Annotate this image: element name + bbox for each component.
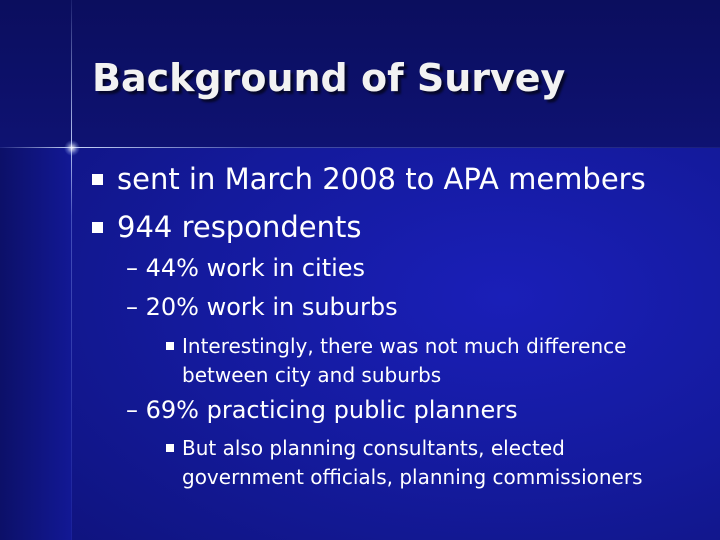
third-level-text-line1: Interestingly, there was not much difference [182, 334, 627, 358]
square-bullet-icon [166, 342, 174, 350]
square-bullet-icon [92, 174, 103, 185]
vertical-accent-line [71, 0, 72, 540]
bullet-item [92, 210, 361, 244]
sub-bullet-text: 69% practicing public planners [145, 396, 518, 424]
square-bullet-icon [166, 444, 174, 452]
dash-marker: – [126, 293, 138, 321]
third-level-bullet-item [166, 434, 643, 492]
third-level-text-line2: government officials, planning commissioners [182, 465, 643, 489]
square-bullet-icon [92, 222, 103, 233]
horizontal-accent-line [0, 147, 720, 148]
sub-bullet-text: 20% work in suburbs [145, 293, 398, 321]
sub-bullet-text: 44% work in cities [145, 254, 366, 282]
bullet-item [92, 162, 646, 196]
third-level-bullet-item [166, 332, 626, 390]
third-level-text-line1: But also planning consultants, elected [182, 436, 565, 460]
dash-marker: – [126, 396, 138, 424]
sub-bullet-item [126, 293, 398, 321]
sub-bullet-item [126, 396, 518, 424]
third-level-text-line2: between city and suburbs [182, 363, 442, 387]
bullet-text: 944 respondents [117, 210, 362, 244]
bullet-text: sent in March 2008 to APA members [117, 162, 646, 196]
sparkle-icon [64, 140, 80, 156]
left-band [0, 148, 72, 540]
slide-title: Background of Survey [92, 56, 566, 100]
dash-marker: – [126, 254, 138, 282]
sub-bullet-item [126, 254, 365, 282]
